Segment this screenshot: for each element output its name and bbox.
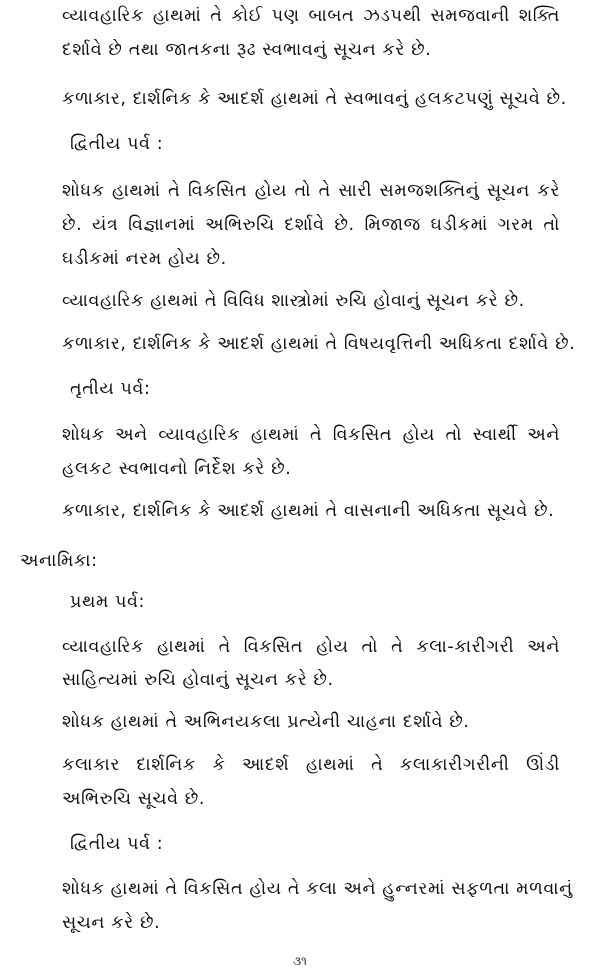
text-line: છે. યંત્ર વિજ્ઞાનમાં અભિરુચિ દર્શાવે છે. મિજાજ ઘડીકમાં ગરમ તો bbox=[62, 215, 560, 235]
text-line: કળાકાર, દાર્શનિક કે આદર્શ હાથમાં તે વાસનાની અધિકતા સૂચવે છે. bbox=[62, 501, 555, 521]
text-line: કળાકાર, દાર્શનિક કે આદર્શ હાથમાં તે વિષયવૃત્તિની અધિકતા દર્શાવે છે. bbox=[62, 334, 576, 354]
text-line: શોધક અને વ્યાવહારિક હાથમાં તે વિકસિત હોય તો સ્વાર્થી અને bbox=[62, 425, 560, 445]
text-line: સાહિત્યમાં રુચિ હોવાનું સૂચન કરે છે. bbox=[62, 670, 334, 690]
text-line: હલકટ સ્વભાવનો નિર્દેશ કરે છે. bbox=[62, 459, 292, 479]
text-line: શોધક હાથમાં તે વિકસિત હોય તે કલા અને હુન્નરમાં સફળતા મળવાનું bbox=[62, 879, 573, 899]
text-line: વ્યાવહારિક હાથમાં તે વિવિધ શાસ્ત્રોમાં રુચિ હોવાનું સૂચન કરે છે. bbox=[62, 291, 525, 311]
text-line: કળાકાર, દાર્શનિક કે આદર્શ હાથમાં તે સ્વભાવનું હલકટપણું સૂચવે છે. bbox=[62, 89, 567, 109]
text-line: સૂચન કરે છે. bbox=[62, 913, 161, 933]
text-line: અભિરુચિ સૂચવે છે. bbox=[62, 789, 206, 809]
text-line: શોધક હાથમાં તે વિકસિત હોય તો તે સારી સમજશક્તિનું સૂચન કરે bbox=[62, 181, 560, 201]
subsection-heading: દ્વિતીય પર્વ : bbox=[70, 134, 164, 154]
text-line: વ્યાવહારિક હાથમાં તે કોઈ પણ બાબત ઝડપથી સમજવાની શક્તિ bbox=[62, 6, 560, 26]
page-number: ૩૧ bbox=[293, 954, 307, 968]
text-line: વ્યાવહારિક હાથમાં તે વિકસિત હોય તો તે કલા-કારીગરી અને bbox=[62, 637, 560, 657]
subsection-heading: પ્રથમ પર્વ: bbox=[70, 592, 146, 612]
subsection-heading: તૃતીય પર્વ: bbox=[70, 379, 151, 399]
section-heading: અનામિકા: bbox=[20, 551, 98, 571]
subsection-heading: દ્વિતીય પર્વ : bbox=[70, 834, 164, 854]
text-line: શોધક હાથમાં તે અભિનયકલા પ્રત્યેની ચાહના દર્શાવે છે. bbox=[62, 712, 470, 732]
text-line: કલાકાર દાર્શનિક કે આદર્શ હાથમાં તે કલાકારીગરીની ઊંડી bbox=[62, 755, 560, 775]
text-line: દર્શાવે છે તથા જાતકના રૂઢ સ્વભાવનું સૂચન કરે છે. bbox=[62, 40, 432, 60]
text-line: ઘડીકમાં નરમ હોય છે. bbox=[62, 249, 227, 269]
